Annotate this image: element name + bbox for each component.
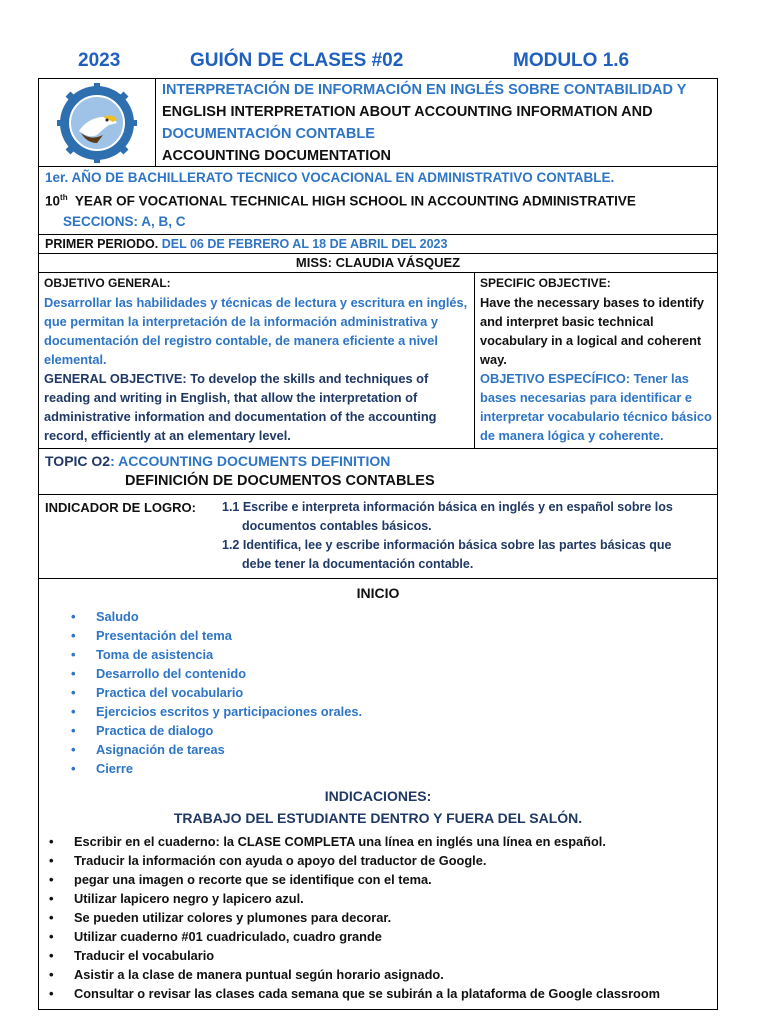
list-item: • Saludo <box>71 607 711 626</box>
achievement-item2-cont: debe tener la documentación contable. <box>242 556 474 571</box>
list-item: • Escribir en el cuaderno: la CLASE COMPLETA una línea en inglés una línea en español. <box>49 832 711 851</box>
logo-cell <box>39 79 156 166</box>
list-item: • Asistir a la clase de manera puntual según horario asignado. <box>49 965 711 984</box>
achievement-row <box>39 495 717 579</box>
list-item: • Practica del vocabulario <box>71 683 711 702</box>
course-row <box>39 167 717 235</box>
list-item: • Cierre <box>71 759 711 778</box>
course-en-text: YEAR OF VOCATIONAL TECHNICAL HIGH SCHOOL IN ACCOUNTING ADMINISTRATIVE <box>74 193 636 209</box>
list-item: • Utilizar lapicero negro y lapicero azul. <box>49 889 711 908</box>
list-item: • Traducir el vocabulario <box>49 946 711 965</box>
list-item: • Traducir la información con ayuda o apoyo del traductor de Google. <box>49 851 711 870</box>
general-objective-en: GENERAL OBJECTIVE: To develop the skills and techniques of reading and writing in English, that allow the interpretation of administrative information and documentation of the accounting record, efficiently at an elementary level. <box>44 370 437 443</box>
specific-objective-en: Have the necessary bases to identify and interpret basic technical vocabulary in a logical and coherent way. <box>480 294 705 367</box>
achievement-label: INDICADOR DE LOGRO: <box>45 499 196 515</box>
topic-es: DEFINICIÓN DE DOCUMENTOS CONTABLES <box>125 472 435 489</box>
general-objective-es: Desarrollar las habilidades y técnicas de lectura y escritura en inglés, que permitan la interpretación de la información administrativa y documentación del registro contable, de manera eficiente a nivel elemental. <box>44 294 468 367</box>
achievement-item2: 1.2 Identifica, lee y escribe información básica sobre las partes básicas que <box>222 537 672 552</box>
list-item: • Practica de dialogo <box>71 721 711 740</box>
title-row <box>39 79 717 167</box>
list-item: • Asignación de tareas <box>71 740 711 759</box>
course-es: 1er. AÑO DE BACHILLERATO TECNICO VOCACIONAL EN ADMINISTRATIVO CONTABLE. <box>45 170 615 185</box>
header-module: MODULO 1.6 <box>513 50 630 71</box>
general-objective-heading: OBJETIVO GENERAL: <box>44 275 171 290</box>
topic-en <box>45 451 711 471</box>
list-item: • Consultar o revisar las clases cada semana que se subirán a la plataforma de Google classroom <box>49 984 711 1003</box>
course-en <box>45 188 711 212</box>
list-item: • Desarrollo del contenido <box>71 664 711 683</box>
period-dates: DEL 06 DE FEBRERO AL 18 DE ABRIL DEL 2023 <box>161 236 448 251</box>
period-row <box>39 235 717 254</box>
title-en-line2: ACCOUNTING DOCUMENTATION <box>162 148 392 164</box>
list-item: • Toma de asistencia <box>71 645 711 664</box>
list-item: • pegar una imagen o recorte que se identifique con el tema. <box>49 870 711 889</box>
eagle-gear-logo-icon <box>57 83 137 163</box>
topic-prefix: TOPIC O2 <box>45 452 111 469</box>
header-title: GUIÓN DE CLASES #02 <box>190 50 404 71</box>
course-sections: SECCIONS: A, B, C <box>63 213 186 229</box>
inicio-title: INICIO <box>356 584 400 601</box>
achievement-item1-cont: documentos contables básicos. <box>242 518 432 533</box>
header-year: 2023 <box>78 50 121 71</box>
objectives-row <box>39 273 717 449</box>
specific-objective-cell <box>475 273 717 448</box>
title-es-line1: INTERPRETACIÓN DE INFORMACIÓN EN INGLÉS SOBRE CONTABILIDAD Y <box>162 82 687 98</box>
list-item: • Utilizar cuaderno #01 cuadriculado, cuadro grande <box>49 927 711 946</box>
topic-english: : ACCOUNTING DOCUMENTS DEFINITION <box>110 452 391 469</box>
specific-objective-heading: SPECIFIC OBJECTIVE: <box>480 275 611 290</box>
general-objective-cell <box>39 273 475 448</box>
document-header <box>0 50 768 78</box>
list-item: • Presentación del tema <box>71 626 711 645</box>
period-label: PRIMER PERIODO. <box>45 236 159 251</box>
course-grade-suffix: th <box>60 193 68 202</box>
title-es-line2: DOCUMENTACIÓN CONTABLE <box>162 126 375 142</box>
achievement-item1: 1.1 Escribe e interpreta información básica en inglés y en español sobre los <box>222 499 673 514</box>
title-cell <box>156 79 717 166</box>
indications-list <box>45 832 711 1003</box>
teacher-row: MISS: CLAUDIA VÁSQUEZ <box>39 254 717 273</box>
list-item: • Se pueden utilizar colores y plumones para decorar. <box>49 908 711 927</box>
indications-subtitle: TRABAJO DEL ESTUDIANTE DENTRO Y FUERA DEL SALÓN. <box>173 809 583 826</box>
indications-title: INDICACIONES: <box>324 787 432 804</box>
course-grade: 10 <box>45 193 61 209</box>
inicio-list <box>45 607 711 778</box>
list-item: • Ejercicios escritos y participaciones orales. <box>71 702 711 721</box>
topic-row <box>39 449 717 495</box>
specific-objective-es: OBJETIVO ESPECÍFICO: Tener las bases necesarias para identificar e interpretar vocabulario técnico básico de manera lógica y coherente. <box>480 370 712 443</box>
lesson-plan-table <box>38 78 718 1010</box>
title-en-line1: ENGLISH INTERPRETATION ABOUT ACCOUNTING INFORMATION AND <box>162 104 653 120</box>
activities-row <box>39 579 717 1009</box>
